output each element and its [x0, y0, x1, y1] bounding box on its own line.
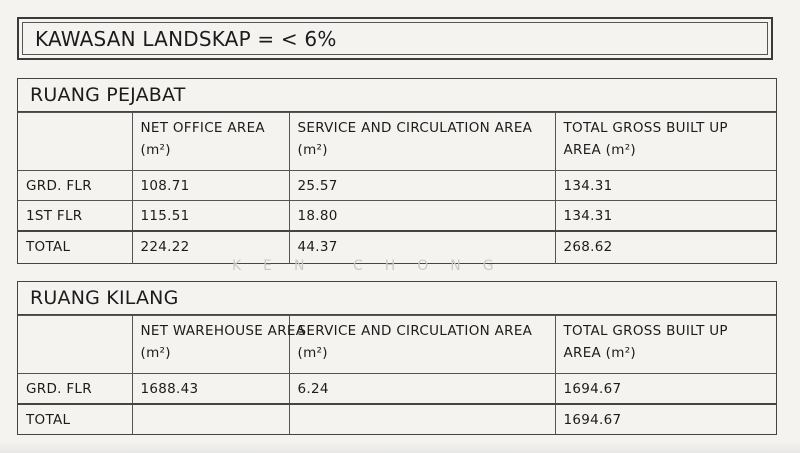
service-area-cell: 44.37 — [289, 231, 555, 264]
factory-table-grid — [18, 315, 776, 434]
landscape-box — [17, 17, 773, 60]
total-area-cell: 1694.67 — [555, 374, 776, 404]
factory-header-row — [18, 316, 776, 374]
net-area-cell: 108.71 — [132, 171, 289, 201]
header-label: SERVICE AND CIRCULATION AREA — [297, 120, 533, 136]
office-area-table — [17, 78, 777, 264]
header-net-office-area — [132, 113, 289, 171]
factory-table-title: RUANG KILANG — [18, 282, 776, 315]
floor-cell: GRD. FLR — [18, 374, 132, 404]
factory-area-table — [17, 281, 777, 435]
office-header-row — [18, 113, 776, 171]
net-area-cell — [132, 404, 289, 434]
total-area-cell: 134.31 — [555, 171, 776, 201]
service-area-cell: 18.80 — [289, 201, 555, 231]
table-row — [18, 374, 776, 404]
total-row — [18, 404, 776, 434]
header-unit: (m²) — [140, 345, 171, 361]
table-row — [18, 201, 776, 231]
net-area-cell: 224.22 — [132, 231, 289, 264]
total-label-cell: TOTAL — [18, 231, 132, 264]
header-unit: AREA (m²) — [563, 345, 636, 361]
header-service-circulation-area — [289, 113, 555, 171]
header-label: TOTAL GROSS BUILT UP — [563, 120, 728, 136]
service-area-cell: 25.57 — [289, 171, 555, 201]
header-unit: AREA (m²) — [563, 142, 636, 158]
header-unit: (m²) — [297, 345, 328, 361]
total-area-cell: 134.31 — [555, 201, 776, 231]
header-service-circulation-area — [289, 316, 555, 374]
total-area-cell: 268.62 — [555, 231, 776, 264]
header-label: NET WAREHOUSE AREA — [140, 323, 306, 339]
service-area-cell — [289, 404, 555, 434]
total-label-cell: TOTAL — [18, 404, 132, 434]
header-total-gross-area — [555, 316, 776, 374]
landscape-text: KAWASAN LANDSKAP = < 6% — [22, 22, 768, 55]
header-label: TOTAL GROSS BUILT UP — [563, 323, 728, 339]
header-label: NET OFFICE AREA — [140, 120, 265, 136]
office-table-grid — [18, 112, 776, 264]
office-table-title: RUANG PEJABAT — [18, 79, 776, 112]
header-blank-cell — [18, 316, 132, 374]
watermark-text: KEN CHONG — [232, 258, 516, 274]
header-blank-cell — [18, 113, 132, 171]
scan-shading — [0, 441, 800, 453]
net-area-cell: 1688.43 — [132, 374, 289, 404]
total-area-cell: 1694.67 — [555, 404, 776, 434]
header-label: SERVICE AND CIRCULATION AREA — [297, 323, 533, 339]
header-unit: (m²) — [297, 142, 328, 158]
header-total-gross-area — [555, 113, 776, 171]
net-area-cell: 115.51 — [132, 201, 289, 231]
service-area-cell: 6.24 — [289, 374, 555, 404]
floor-cell: 1ST FLR — [18, 201, 132, 231]
floor-cell: GRD. FLR — [18, 171, 132, 201]
table-row — [18, 171, 776, 201]
header-net-warehouse-area — [132, 316, 306, 374]
header-unit: (m²) — [140, 142, 171, 158]
